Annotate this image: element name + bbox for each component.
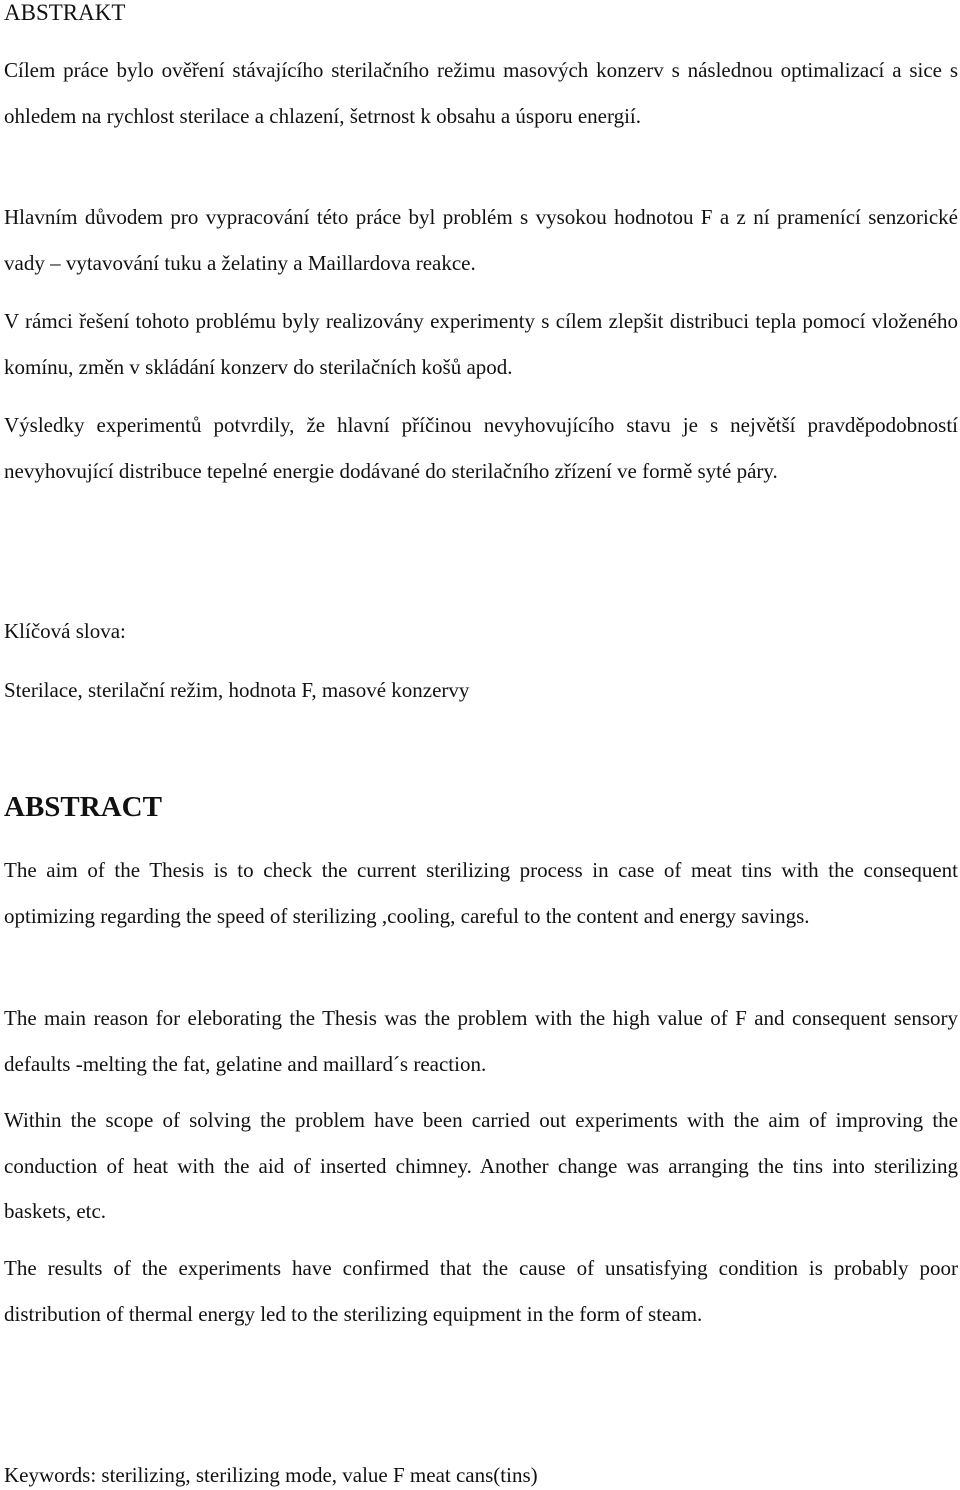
czech-keywords-label: Klíčová slova: <box>4 619 126 643</box>
czech-paragraph-2: Hlavním důvodem pro vypracování této práce byl problém s vysokou hodnotou F a z ní pramenící senzorické vady – vytavování tuku a želatiny a Maillardova reakce. <box>4 205 958 275</box>
czech-keywords: Sterilace, sterilační režim, hodnota F, masové konzervy <box>4 678 470 702</box>
czech-paragraph-4: Výsledky experimentů potvrdily, že hlavní příčinou nevyhovujícího stavu je s největší pravděpodobností nevyhovující distribuce tepelné energie dodávané do sterilačního zřízení ve formě syté páry. <box>4 413 958 483</box>
english-paragraph-1: The aim of the Thesis is to check the current sterilizing process in case of meat tins with the consequent optimizing regarding the speed of sterilizing ,cooling, careful to the content and energy savings. <box>4 858 958 928</box>
english-paragraph-4: The results of the experiments have confirmed that the cause of unsatisfying condition is probably poor distribution of thermal energy led to the sterilizing equipment in the form of steam. <box>4 1256 958 1326</box>
english-paragraph-3: Within the scope of solving the problem have been carried out experiments with the aim of improving the conduction of heat with the aid of inserted chimney. Another change was arranging the tins into sterilizing baskets, etc. <box>4 1108 958 1223</box>
english-keywords: Keywords: sterilizing, sterilizing mode, value F meat cans(tins) <box>4 1463 538 1487</box>
czech-abstract-heading: ABSTRAKT <box>4 0 126 25</box>
czech-paragraph-1: Cílem práce bylo ověření stávajícího sterilačního režimu masových konzerv s následnou optimalizací a sice s ohledem na rychlost sterilace a chlazení, šetrnost k obsahu a úsporu energií. <box>4 58 958 128</box>
czech-paragraph-3: V rámci řešení tohoto problému byly realizovány experimenty s cílem zlepšit distribuci tepla pomocí vloženého komínu, změn v skládání konzerv do sterilačních košů apod. <box>4 309 958 379</box>
english-abstract-heading: ABSTRACT <box>4 791 162 823</box>
english-paragraph-2: The main reason for eleborating the Thesis was the problem with the high value of F and consequent sensory defaults -melting the fat, gelatine and maillard´s reaction. <box>4 1006 958 1076</box>
